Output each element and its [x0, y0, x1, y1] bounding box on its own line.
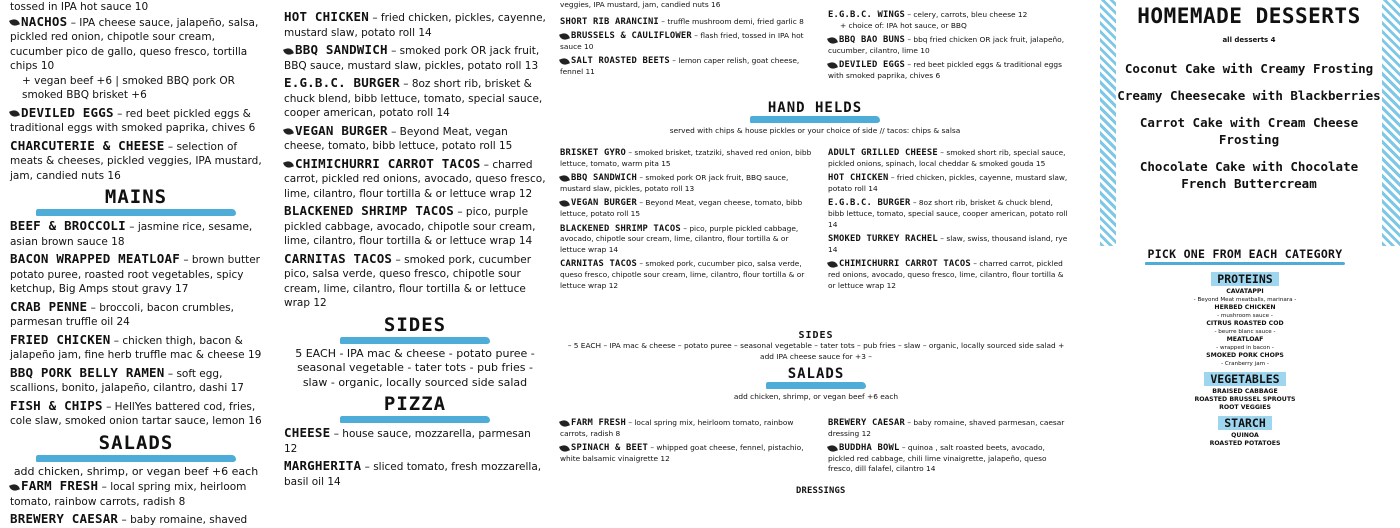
menu-item — [284, 124, 546, 154]
menu-item-name: CARNITAS TACOS — [284, 250, 393, 266]
dessert-panel — [1100, 0, 1400, 500]
dressings-heading: DRESSINGS — [796, 486, 846, 496]
menu-item-description: – bbq fried chicken OR jack fruit, jalapeño, cucumber, cilantro, lime 10 — [828, 35, 1065, 55]
category-item-name: CAVATAPPI — [1226, 288, 1264, 295]
menu-item — [10, 106, 262, 136]
menu-item-name: BBQ SANDWICH — [571, 173, 637, 184]
category-item-name: QUINOA — [1231, 432, 1259, 439]
menu-item-name: E.G.B.C. BURGER — [828, 198, 911, 209]
category-item-description: - Beyond Meat meatballs, marinara - — [1193, 297, 1297, 303]
category-heading: STARCH — [1218, 416, 1272, 430]
menu-item-description: – HellYes battered cod, fries, cole slaw, smoked onion tartar sauce, lemon 16 — [10, 400, 262, 427]
menu-item — [284, 43, 546, 73]
menu-item-description: – pico, purple pickled cabbage, avocado, chipotle sour cream, lime, cilantro, flour tortilla & or lettuce wrap 14 — [560, 223, 799, 254]
menu-item — [10, 219, 262, 249]
menu-item — [828, 60, 1068, 81]
menu-item-description: – chicken thigh, bacon & jalapeño jam, fine herb truffle mac & cheese 19 — [10, 334, 262, 361]
menu-item-name: BBQ PORK BELLY RAMEN — [10, 364, 165, 380]
menu-item-name: MARGHERITA — [284, 458, 362, 473]
menu-item-name: SPINACH & BEET — [571, 443, 648, 454]
menu-item-name: FARM FRESH — [571, 418, 626, 428]
menu-item-description: – red beet pickled eggs & traditional eggs with smoked paprika, chives 6 — [10, 107, 256, 134]
category-heading: PROTEINS — [1211, 272, 1278, 286]
sides-text: – 5 EACH – IPA mac & cheese – potato puree – seasonal vegetable – tater tots – pub fries – slaw – organic, locally sourced side salad + add IPA cheese sauce for +3 – — [567, 341, 1065, 361]
handhelds-subtitle: served with chips & house pickles or your choice of side // tacos: chips & salsa — [669, 126, 961, 135]
menu-item-name: SMOKED TURKEY RACHEL — [828, 234, 938, 245]
salads-heading: SALADS — [787, 366, 845, 383]
menu-item-description: – jasmine rice, sesame, asian brown sauce 18 — [10, 221, 253, 248]
menu-item — [10, 366, 262, 396]
vegetarian-leaf-icon — [9, 18, 20, 28]
menu-item — [828, 234, 1068, 255]
dessert-item: Creamy Cheesecake with Blackberries — [1117, 88, 1381, 103]
menu-panel-2 — [280, 0, 552, 500]
menu-item-description: – red beet pickled eggs & traditional eggs with smoked paprika, chives 6 — [828, 60, 1062, 80]
category-item — [1140, 288, 1350, 304]
menu-item-description: – charred carrot, pickled red onions, avocado, queso fresco, lime, cilantro, flour tortilla & or lettuce wrap 12 — [284, 158, 546, 200]
menu-item — [10, 139, 262, 184]
category-item-name: ROASTED BRUSSEL SPROUTS — [1194, 396, 1296, 403]
menu-item-addon: + choice of: IPA hot sauce, or BBQ — [840, 20, 967, 30]
menu-item-description: – Beyond Meat, vegan cheese, tomato, bibb lettuce, potato roll 15 — [560, 198, 803, 218]
vegetarian-leaf-icon — [559, 418, 570, 428]
menu-item-name: BREWERY CAESAR — [10, 511, 119, 526]
menu-item-name: FARM FRESH — [21, 478, 99, 493]
menu-item-description: – 8oz short rib, brisket & chuck blend, bibb lettuce, tomato, special sauce, cooper american, potato roll 14 — [284, 78, 543, 119]
menu-item — [828, 443, 1068, 475]
vegetarian-leaf-icon — [827, 61, 838, 71]
menu-item — [284, 426, 546, 456]
menu-item-name: BREWERY CAESAR — [828, 418, 905, 428]
vegetarian-leaf-icon — [559, 199, 570, 209]
menu-item-description: – flash fried, tossed in IPA hot sauce 10 — [560, 31, 804, 51]
menu-item — [560, 443, 816, 464]
menu-item-description: – fried chicken, pickles, cayenne, mustard slaw, potato roll 14 — [284, 12, 546, 39]
menu-item-description: – smoked pork, cucumber pico, salsa verde, queso fresco, chipotle sour cream, lime, cilantro, flour tortilla & or lettuce wrap 12 — [284, 253, 532, 309]
vegetarian-leaf-icon — [9, 482, 20, 492]
menu-item — [560, 224, 816, 256]
menu-item — [560, 31, 816, 52]
menu-item-name: HOT CHICKEN — [828, 173, 889, 184]
heading-brush — [766, 382, 866, 389]
sides-text: 5 EACH - IPA mac & cheese - potato puree - seasonal vegetable - tater tots - pub fries - slaw - organic, locally sourced side salad — [295, 346, 535, 389]
carryover-line: tossed in IPA hot sauce 10 — [10, 1, 149, 13]
pizza-heading: PIZZA — [383, 393, 447, 415]
menu-item — [560, 418, 816, 439]
menu-item-description: – pico, purple pickled cabbage, avocado, chipotle sour cream, lime, cilantro, flour tortilla & or lettuce wrap 14 — [284, 206, 536, 247]
menu-item — [10, 252, 262, 297]
menu-item — [284, 157, 546, 202]
menu-item — [10, 479, 262, 509]
menu-item-name: CARNITAS TACOS — [560, 259, 637, 270]
menu-item-name: VEGAN BURGER — [295, 122, 388, 138]
heading-brush — [340, 416, 490, 423]
menu-item-name: BBQ BAO BUNS — [839, 35, 905, 46]
menu-item-description: – quinoa , salt roasted beets, avocado, pickled red cabbage, chili lime vinaigrette, jalapeño, queso fresco, dill falafel, cilantro 14 — [828, 443, 1047, 474]
category-item — [1140, 404, 1350, 412]
menu-item-name: DEVILED EGGS — [21, 104, 114, 120]
menu-item-description: – lemon caper relish, goat cheese, fennel 11 — [560, 56, 800, 76]
category-item-name: ROOT VEGGIES — [1219, 404, 1271, 411]
menu-item-description: – smoked pork, cucumber pico, salsa verde, queso fresco, chipotle sour cream, lime, cilantro, flour tortilla & or lettuce wrap 12 — [560, 259, 805, 290]
menu-item-description: – smoked short rib, special sauce, pickled onions, spinach, local cheddar & smoked gouda 15 — [828, 148, 1066, 168]
category-item — [1140, 320, 1350, 336]
desserts-title: HOMEMADE DESSERTS — [1137, 4, 1361, 28]
heading-brush — [1145, 262, 1345, 265]
category-item-description: - mushroom sauce - — [1217, 313, 1273, 319]
vegetarian-leaf-icon — [283, 160, 294, 170]
vegetarian-leaf-icon — [9, 109, 20, 119]
menu-item-description: – broccoli, bacon crumbles, parmesan truffle oil 24 — [10, 301, 234, 328]
dessert-item: Chocolate Cake with Chocolate French Buttercream — [1139, 159, 1359, 191]
menu-item-name: NACHOS — [21, 13, 68, 29]
menu-item-name: CHEESE — [284, 425, 331, 440]
vegetarian-leaf-icon — [559, 443, 570, 453]
desserts-section — [1116, 0, 1382, 202]
salads-heading: SALADS — [98, 431, 174, 454]
column-left — [560, 0, 816, 82]
category-item — [1140, 432, 1350, 440]
menu-item-description: – brown butter potato puree, roasted root vegetables, spicy ketchup, Big Amps stout gravy 17 — [10, 254, 260, 295]
menu-item-description: – selection of meats & cheeses, pickled veggies, IPA mustard, jam, candied nuts 16 — [10, 140, 262, 182]
menu-item-name: FISH & CHIPS — [10, 397, 103, 413]
menu-item-name: CHARCUTERIE & CHEESE — [10, 137, 165, 153]
menu-item-name: BRISKET GYRO — [560, 148, 626, 158]
menu-item-name: BACON WRAPPED MEATLOAF — [10, 251, 180, 266]
menu-item-description: – 8oz short rib, brisket & chuck blend, bibb lettuce, tomato, special sauce, cooper american, potato roll 14 — [828, 198, 1068, 229]
menu-item — [284, 204, 546, 249]
menu-item-description: – Beyond Meat, vegan cheese, tomato, bibb lettuce, potato roll 15 — [284, 125, 513, 152]
menu-item — [10, 333, 262, 363]
category-item-name: SMOKED PORK CHOPS — [1206, 352, 1284, 359]
vegetarian-leaf-icon — [283, 46, 294, 56]
sides-heading: SIDES — [798, 330, 834, 341]
pick-title: PICK ONE FROM EACH CATEGORY — [1147, 247, 1343, 261]
sides-heading: SIDES — [383, 313, 447, 336]
vegetarian-leaf-icon — [559, 31, 570, 41]
menu-item-description: – soft egg, scallions, bonito, jalapeño, cilantro, dashi 17 — [10, 367, 244, 394]
carryover-line: veggies, IPA mustard, jam, candied nuts 16 — [560, 0, 721, 9]
dessert-item: Coconut Cake with Creamy Frosting — [1124, 61, 1374, 76]
heading-brush — [36, 209, 236, 216]
column-left-hand — [560, 148, 816, 295]
menu-item-name: SALT ROASTED BEETS — [571, 56, 670, 67]
menu-item-name: HOT CHICKEN — [284, 9, 369, 24]
category-item-description: - Cranberry jam - — [1221, 361, 1269, 367]
menu-panel-1 — [0, 0, 268, 526]
menu-item-description: – fried chicken, pickles, cayenne, mustard slaw, potato roll 14 — [828, 173, 1068, 193]
menu-item-name: E.G.B.C. BURGER — [284, 75, 400, 90]
heading-brush — [750, 116, 880, 123]
column-right — [828, 0, 1068, 86]
menu-item-name: BUDDHA BOWL — [839, 443, 900, 454]
menu-item-description: – smoked brisket, tzatziki, shaved red onion, bibb lettuce, tomato, warm pita 15 — [560, 148, 812, 168]
menu-item — [828, 173, 1068, 194]
menu-item — [284, 459, 546, 489]
heading-brush — [340, 337, 490, 344]
vegetarian-leaf-icon — [827, 260, 838, 270]
menu-item-description: – smoked pork OR jack fruit, BBQ sauce, mustard slaw, pickles, potato roll 13 — [560, 173, 789, 193]
menu-item-name: VEGAN BURGER — [571, 198, 637, 209]
category-item — [1140, 352, 1350, 368]
menu-item — [284, 252, 546, 311]
menu-item-name: CHIMICHURRI CARROT TACOS — [839, 259, 971, 270]
category-item — [1140, 304, 1350, 320]
menu-item — [10, 512, 262, 528]
vegetarian-leaf-icon — [827, 443, 838, 453]
pick-one-section — [1140, 248, 1350, 448]
category-item-name: HERBED CHICKEN — [1214, 304, 1276, 311]
menu-item-name: ADULT GRILLED CHEESE — [828, 148, 938, 158]
menu-item-name: BEEF & BROCCOLI — [10, 218, 126, 233]
menu-item-description: – house sauce, mozzarella, parmesan 12 — [284, 428, 531, 455]
handhelds-heading: HAND HELDS — [767, 100, 863, 116]
menu-item — [828, 148, 1068, 169]
menu-item-description: – celery, carrots, bleu cheese 12 — [907, 10, 1028, 19]
menu-item — [828, 259, 1068, 291]
menu-item-name: CRAB PENNE — [10, 298, 88, 314]
menu-item-description: – baby romaine, shaved — [121, 514, 248, 526]
menu-item-name: BBQ SANDWICH — [295, 42, 388, 57]
menu-item — [828, 35, 1068, 56]
menu-item-description: – sliced tomato, fresh mozzarella, basil oil 14 — [284, 461, 542, 488]
category-item — [1140, 336, 1350, 352]
menu-item — [560, 173, 816, 194]
vegetarian-leaf-icon — [559, 57, 570, 67]
menu-item-name: BLACKENED SHRIMP TACOS — [284, 203, 454, 218]
menu-item — [560, 198, 816, 219]
menu-item — [828, 418, 1068, 439]
category-item-name: CITRUS ROASTED COD — [1206, 320, 1284, 327]
category-item-name: ROASTED POTATOES — [1209, 440, 1281, 447]
heading-brush — [36, 455, 236, 462]
category-item — [1140, 440, 1350, 448]
menu-item — [10, 399, 262, 429]
menu-item-name: SHORT RIB ARANCINI — [560, 16, 659, 27]
category-item-description: - beurre blanc sauce - — [1214, 329, 1276, 335]
column-right-hand — [828, 148, 1068, 295]
menu-panel-3 — [556, 0, 1074, 500]
menu-item — [10, 15, 262, 103]
menu-item-description: – IPA cheese sauce, jalapeño, salsa, pickled red onion, chipotle sour cream, cucumber pico de gallo, queso fresco, tortilla chips 10 — [10, 16, 259, 72]
menu-item — [10, 300, 262, 330]
menu-item — [560, 56, 816, 77]
category-item-name: BRAISED CABBAGE — [1212, 388, 1278, 395]
menu-item-description: – local spring mix, heirloom tomato, rainbow carrots, radish 8 — [560, 418, 794, 438]
dessert-item: Carrot Cake with Cream Cheese Frosting — [1139, 115, 1359, 147]
menu-item — [828, 10, 1068, 31]
menu-item — [560, 17, 816, 28]
category-heading: VEGETABLES — [1204, 372, 1285, 386]
category-item — [1140, 388, 1350, 396]
vegetarian-leaf-icon — [283, 127, 294, 137]
salads-subtitle: add chicken, shrimp, or vegan beef +6 each — [13, 464, 259, 478]
menu-item-description: – whipped goat cheese, fennel, pistachio, white balsamic vinaigrette 12 — [560, 443, 804, 463]
menu-item — [560, 259, 816, 291]
menu-item-description: – local spring mix, heirloom tomato, rainbow carrots, radish 8 — [10, 481, 247, 508]
menu-item-name: DEVILED EGGS — [839, 60, 905, 71]
mains-heading: MAINS — [104, 186, 168, 208]
category-item-name: MEATLOAF — [1226, 336, 1264, 343]
column-right-salads — [828, 418, 1068, 479]
menu-item-description: – slaw, swiss, thousand island, rye 14 — [828, 234, 1068, 254]
category-item — [1140, 396, 1350, 404]
menu-item-name: FRIED CHICKEN — [10, 331, 111, 347]
menu-item-name: BLACKENED SHRIMP TACOS — [560, 223, 681, 234]
salads-subtitle: add chicken, shrimp, or vegan beef +6 each — [733, 392, 899, 402]
vegetarian-leaf-icon — [559, 173, 570, 183]
desserts-subtitle: all desserts 4 — [1222, 36, 1276, 44]
vegetarian-leaf-icon — [827, 35, 838, 45]
column-left-salads — [560, 418, 816, 468]
menu-item — [828, 198, 1068, 230]
menu-item-description: – smoked pork OR jack fruit, BBQ sauce, mustard slaw, pickles, potato roll 13 — [284, 45, 540, 72]
menu-item-description: – charred carrot, pickled red onions, avocado, queso fresco, lime, cilantro, flour tortilla & or lettuce wrap 12 — [828, 259, 1064, 290]
menu-item-addon: + vegan beef +6 | smoked BBQ pork OR smoked BBQ brisket +6 — [22, 74, 235, 101]
menu-item — [284, 10, 546, 40]
menu-item-description: – baby romaine, shaved parmesan, caesar dressing 12 — [828, 418, 1065, 438]
menu-item — [560, 148, 816, 169]
menu-item-name: E.G.B.C. WINGS — [828, 10, 905, 20]
menu-item-name: BRUSSELS & CAULIFLOWER — [571, 31, 692, 42]
menu-item-name: CHIMICHURRI CARROT TACOS — [295, 155, 481, 171]
category-item-description: - wrapped in bacon - — [1216, 345, 1274, 351]
menu-item-description: – truffle mushroom demi, fried garlic 8 — [661, 16, 804, 26]
menu-item — [284, 76, 546, 121]
